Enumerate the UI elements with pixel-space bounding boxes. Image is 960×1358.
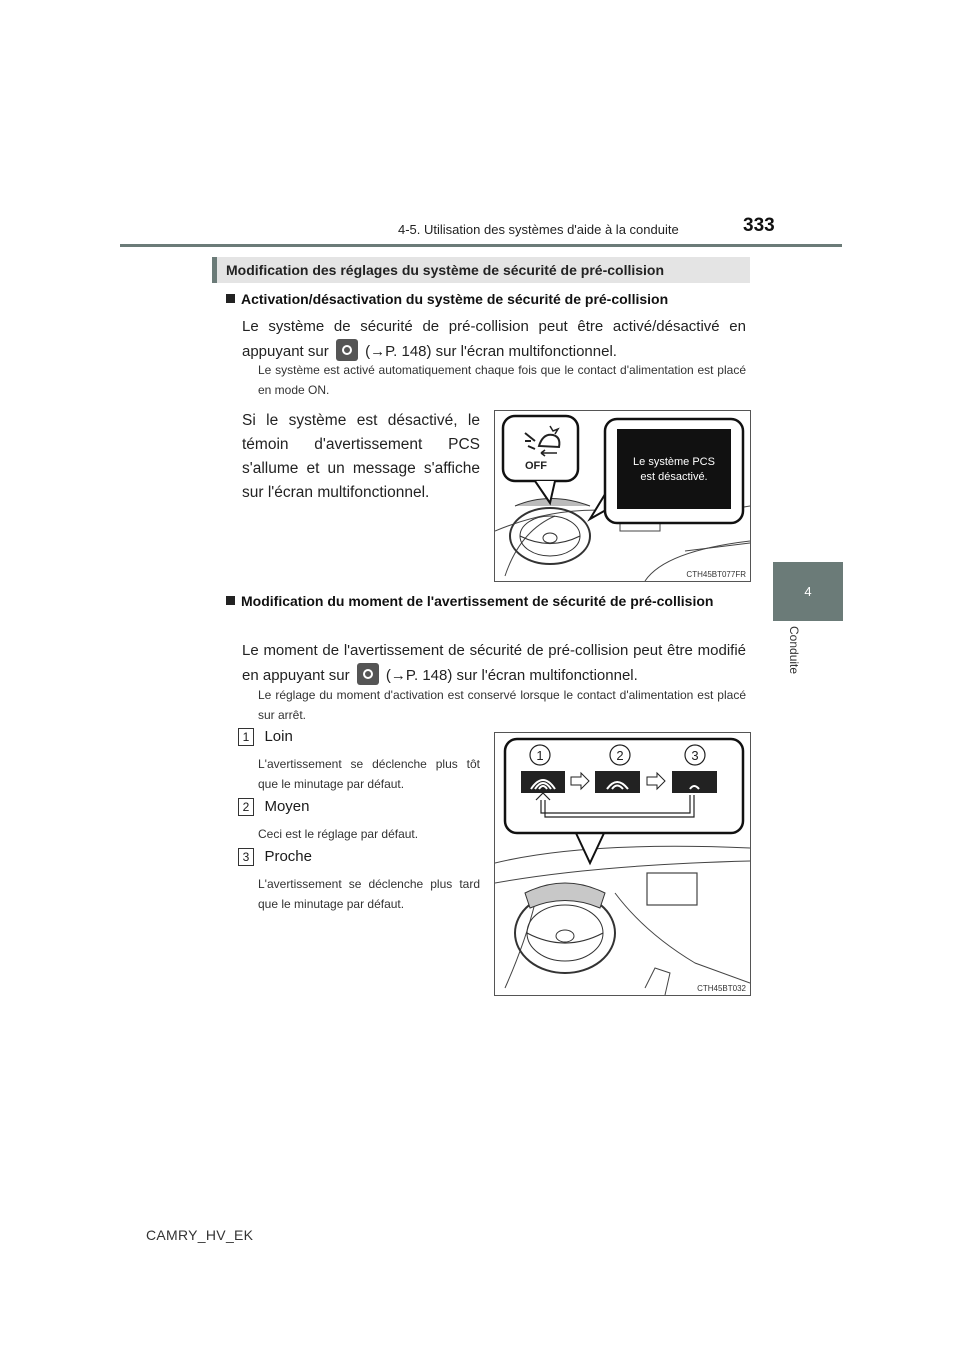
part1-heading-text: Activation/désactivation du système de sécurité de pré-collision	[241, 291, 669, 307]
part1-note: Le système est activé automatiquement chaque fois que le contact d'alimentation est placé en mode ON.	[258, 363, 746, 397]
header-rule	[120, 244, 842, 247]
chapter-tab	[773, 562, 843, 621]
part2-body-before: Le moment de l'avertissement de sécurité de pré-collision peut être modifié en appuyant sur	[242, 642, 746, 684]
part1-heading	[226, 291, 756, 307]
page-number: 333	[743, 215, 775, 236]
part1-body-before: Le système de sécurité de pré-collision peut être activé/désactivé en appuyant sur	[242, 318, 746, 360]
pcs-message-line2: est désactivé.	[640, 471, 708, 483]
bullet-square-icon	[226, 596, 235, 605]
running-header: 4-5. Utilisation des systèmes d'aide à la conduite	[398, 222, 679, 237]
option-desc: L'avertissement se déclenche plus tard que le minutage par défaut.	[258, 877, 480, 911]
pcs-off-figure	[494, 410, 751, 582]
option-number: 2	[238, 798, 254, 816]
option-desc: Ceci est le réglage par défaut.	[258, 827, 419, 841]
settings-gear-icon	[336, 339, 358, 361]
option-1	[238, 728, 482, 794]
warning-timing-figure	[494, 732, 751, 996]
circle-label-3: 3	[691, 748, 699, 763]
option-number: 3	[238, 848, 254, 866]
option-desc: L'avertissement se déclenche plus tôt que le minutage par défaut.	[258, 757, 480, 791]
settings-gear-icon	[357, 663, 379, 685]
figure-code: CTH45BT032	[697, 984, 746, 993]
part1-body	[242, 314, 746, 364]
option-number: 1	[238, 728, 254, 746]
option-title: Moyen	[264, 798, 310, 815]
circle-label-1: 1	[536, 748, 544, 763]
bullet-square-icon	[226, 294, 235, 303]
pcs-off-illustration	[495, 411, 750, 581]
part2-body	[242, 638, 746, 688]
circle-label-2: 2	[616, 748, 624, 763]
option-3	[238, 848, 482, 914]
part2-heading-text: Modification du moment de l'avertissement de sécurité de pré-collision	[241, 593, 714, 609]
part2-heading	[226, 590, 746, 612]
chapter-label-wrap	[783, 626, 807, 696]
option-title: Loin	[264, 728, 293, 745]
figure-code: CTH45BT077FR	[686, 570, 746, 579]
part1-body-after: (→P. 148) sur l'écran multifonctionnel.	[365, 343, 617, 360]
warning-timing-illustration	[495, 733, 750, 995]
option-title: Proche	[264, 848, 312, 865]
option-2	[238, 798, 482, 844]
chapter-number: 4	[804, 584, 812, 599]
footer-model: CAMRY_HV_EK	[146, 1227, 254, 1243]
part2-body-after: (→P. 148) sur l'écran multifonctionnel.	[385, 667, 638, 684]
off-indicator-label: OFF	[525, 460, 547, 472]
pcs-message-line1: Le système PCS	[633, 456, 715, 468]
section-title: Modification des réglages du système de sécurité de pré-collision	[226, 262, 665, 278]
section-title-bar	[212, 257, 750, 283]
part1-side-text: Si le système est désactivé, le témoin d'avertissement PCS s'allume et un message s'affiche sur l'écran multifonctionnel.	[242, 412, 480, 501]
part2-note: Le réglage du moment d'activation est conservé lorsque le contact d'alimentation est placé sur arrêt.	[258, 688, 746, 722]
section-accent	[212, 257, 217, 283]
chapter-label: Conduite	[787, 626, 801, 675]
